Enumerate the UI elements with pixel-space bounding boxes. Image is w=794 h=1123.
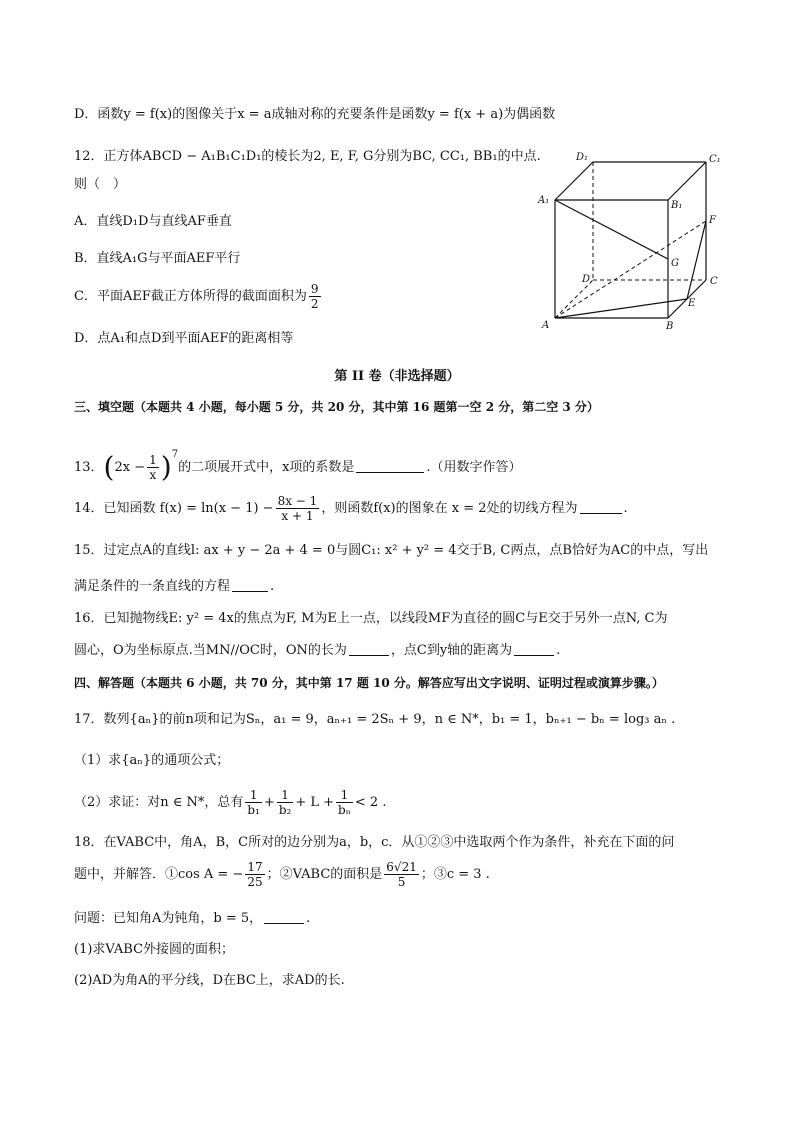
fraction-numerator: 1 xyxy=(245,788,262,803)
q16-answer-blank-1[interactable] xyxy=(349,642,389,656)
q17-part2: （2）求证：对n ∈ N*，总有 $\frac{1}{\text{b₁}}$ + $\frac{1}{\text{b₂}}$ + L + $\frac{1}{\text{bₙ}}$ < 2 . xyxy=(74,788,387,817)
fraction-denominator: x + 1 xyxy=(281,509,314,523)
q18-question-text: 问题：已知角A为钝角，b = 5， xyxy=(74,911,263,926)
q13-expr: 2x − xyxy=(114,460,146,475)
q16-answer-blank-2[interactable] xyxy=(514,642,554,656)
edge-a1d1 xyxy=(555,162,593,200)
edge-b1c1 xyxy=(668,162,706,200)
q18-part1: (1)求VABC外接圆的面积； xyxy=(74,942,235,957)
q18-line2-mid: ；②VABC的面积是 xyxy=(266,867,383,882)
label-e: E xyxy=(688,298,696,309)
fraction-denominator: b₁ xyxy=(247,803,260,817)
q17-fraction-3 xyxy=(336,788,353,817)
q14-fraction xyxy=(276,494,320,523)
fraction-denominator: b₂ xyxy=(278,803,292,817)
q12-stem: 12．正方体ABCD − A₁B₁C₁D₁的棱长为2, E, F, G分别为BC, CC₁, BB₁的中点. xyxy=(74,149,541,164)
q16-text: 圆心，O为坐标原点.当MN//OC时，ON的长为 xyxy=(74,643,347,658)
q16-text-mid: ，点C到y轴的距离为 xyxy=(390,643,513,658)
q17-part2-text: （2）求证：对n ∈ N*，总有 xyxy=(74,795,244,810)
part-two-title: 第 II 卷（非选择题） xyxy=(334,369,460,384)
fraction-denominator: x xyxy=(149,468,157,482)
section-four-heading: 四、解答题（本题共 6 小题，共 70 分，其中第 17 题 10 分。解答应写出文字说明、证明过程或演算步骤。） xyxy=(74,676,664,690)
q18-question-end: . xyxy=(306,911,311,926)
label-f: F xyxy=(709,215,716,226)
label-g: G xyxy=(671,258,679,269)
q15-text: 满足条件的一条直线的方程 xyxy=(74,579,231,594)
fraction-numerator: 6√21 xyxy=(386,860,417,874)
q15-text-end: . xyxy=(270,579,275,594)
label-b1: B₁ xyxy=(671,200,683,211)
fraction-denominator: bₙ xyxy=(338,803,351,817)
q12-option-d: D．点A₁和点D到平面AEF的距离相等 xyxy=(74,331,294,346)
q12-option-b: B．直线A₁G与平面AEF平行 xyxy=(74,251,241,266)
q15-line2 xyxy=(74,578,274,596)
q14-text: 14．已知函数 f(x) = ln(x − 1) − xyxy=(74,501,274,516)
q15-answer-blank[interactable] xyxy=(232,578,268,592)
q14-text-end: . xyxy=(623,501,628,516)
section-three-heading: 三、填空题（本题共 4 小题，每小题 5 分，共 20 分，其中第 16 题第一空 2 分，第二空 3 分） xyxy=(74,400,599,414)
fraction-numerator: 1 xyxy=(277,788,294,803)
fraction-numerator: 8x − 1 xyxy=(277,494,318,508)
q18-area-fraction xyxy=(384,860,419,889)
hidden-edge-ad xyxy=(555,280,593,318)
q16-text-end: . xyxy=(556,643,561,658)
label-d: D xyxy=(582,274,591,285)
q18-line2-text: 题中，并解答．①cos A = − xyxy=(74,867,244,882)
q15-line1: 15．过定点A的直线l: ax + y − 2a + 4 = 0与圆C₁: x² + y² = 4交于B, C两点，点B恰好为AC的中点，写出 xyxy=(74,543,709,558)
q13-exponent: 7 xyxy=(171,449,179,460)
segment-ef xyxy=(687,221,706,299)
q18-part2: (2)AD为角A的平分线，D在BC上，求AD的长. xyxy=(74,973,345,988)
fraction-denominator: 5 xyxy=(397,875,406,889)
open-paren: ( xyxy=(103,450,115,484)
q18-question xyxy=(74,910,310,928)
q13-number: 13． xyxy=(74,460,104,475)
q13-fraction xyxy=(147,453,159,482)
q17-part1: （1）求{aₙ}的通项公式； xyxy=(74,753,230,768)
q18-cos-fraction xyxy=(245,860,264,889)
q12-option-a: A．直线D₁D与直线AF垂直 xyxy=(74,214,232,229)
q12-option-c-text: C．平面AEF截正方体所得的截面面积为 xyxy=(74,289,307,304)
q16-line1: 16．已知抛物线E: y² = 4x的焦点为F, M为E上一点，以线段MF为直径的圆C与E交于另外一点N, C为 xyxy=(74,611,668,626)
label-a1: A₁ xyxy=(538,195,550,206)
q18-condition-blank[interactable] xyxy=(264,910,304,924)
segment-a1g xyxy=(555,200,668,259)
q13-answer-blank[interactable] xyxy=(356,459,424,473)
q17-part2-mid: + L + xyxy=(295,795,335,810)
q18-line2 xyxy=(74,858,490,892)
q13-text: 的二项展开式中，x项的系数是 xyxy=(178,460,355,475)
label-a: A xyxy=(542,320,550,331)
q12-option-c xyxy=(74,282,323,312)
q13-text-end: .（用数字作答） xyxy=(426,460,522,475)
fraction-numerator: 1 xyxy=(149,453,157,467)
fraction-numerator: 9 xyxy=(310,282,319,296)
label-c1: C₁ xyxy=(709,154,721,165)
label-b: B xyxy=(666,321,674,332)
q18-line1: 18．在VABC中，角A，B，C所对的边分别为a，b，c．从①②③中选取两个作为条件，补充在下面的问 xyxy=(74,835,675,850)
q14 xyxy=(74,492,628,526)
q17-stem: 17．数列{aₙ}的前n项和记为Sₙ，a₁ = 9，aₙ₊₁ = 2Sₙ + 9，n ∈ N*，b₁ = 1，bₙ₊₁ − bₙ = log₃ aₙ . xyxy=(74,712,676,727)
fraction-numerator: 17 xyxy=(247,860,263,874)
fraction-denominator: 2 xyxy=(310,297,319,311)
close-paren: ) xyxy=(160,450,172,484)
label-c: C xyxy=(710,276,718,287)
q16-line2 xyxy=(74,642,560,660)
cube-figure xyxy=(530,146,730,336)
fraction-numerator: 1 xyxy=(336,788,353,803)
q17-part2-end: < 2 . xyxy=(354,795,387,810)
q12-option-c-fraction xyxy=(309,282,321,311)
q13 xyxy=(74,440,522,483)
q12-then: 则（ ） xyxy=(74,177,127,192)
label-d1: D₁ xyxy=(576,152,589,163)
segment-ae xyxy=(555,299,687,318)
q17-fraction-2 xyxy=(277,788,294,817)
q11-option-d: D．函数y = f(x)的图像关于x = a成轴对称的充要条件是函数y = f(x + a)为偶函数 xyxy=(74,107,556,122)
q17-fraction-1 xyxy=(245,788,262,817)
q18-line2-end: ；③c = 3 . xyxy=(420,867,490,882)
q14-answer-blank[interactable] xyxy=(580,500,622,514)
fraction-denominator: 25 xyxy=(247,875,263,889)
q14-text-post: ，则函数f(x)的图象在 x = 2处的切线方程为 xyxy=(321,501,578,516)
